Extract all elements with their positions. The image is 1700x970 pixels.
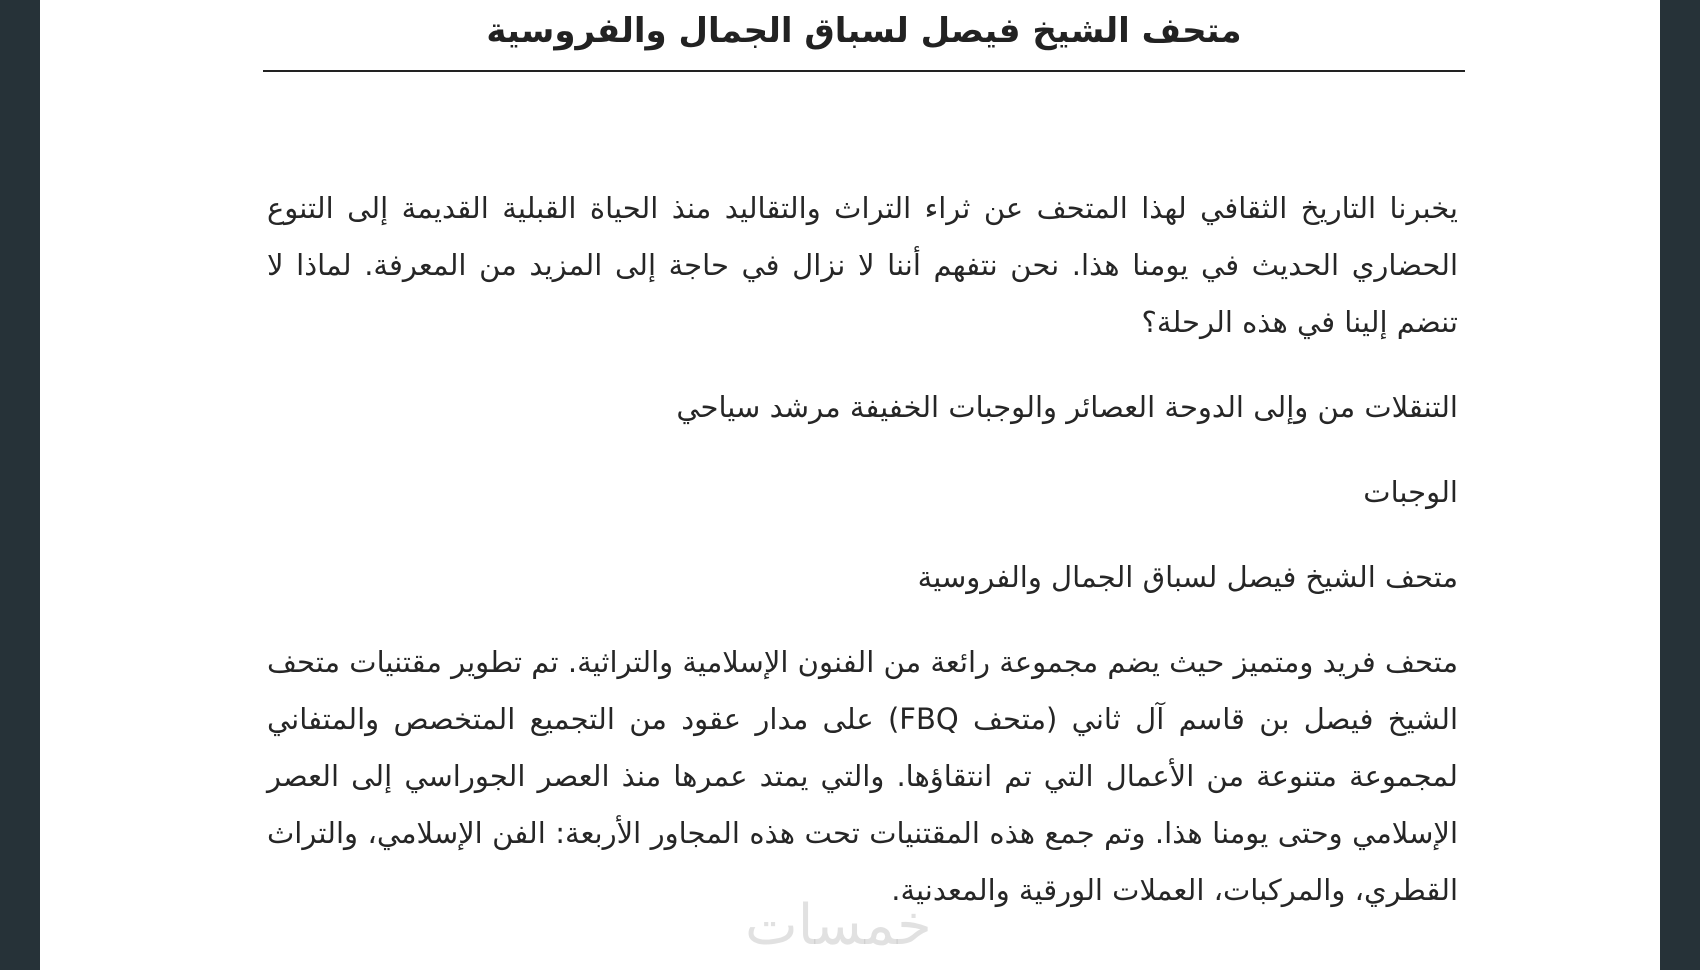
document-title: متحف الشيخ فيصل لسباق الجمال والفروسية <box>486 11 1242 51</box>
services-paragraph: التنقلات من وإلى الدوحة العصائر والوجبات الخفيفة مرشد سياحي <box>676 390 1458 424</box>
meals-paragraph: الوجبات <box>1363 475 1458 509</box>
title-divider <box>263 70 1465 72</box>
document-page <box>40 0 1660 970</box>
museum-heading-paragraph: متحف الشيخ فيصل لسباق الجمال والفروسية <box>917 560 1458 594</box>
intro-paragraph: يخبرنا التاريخ الثقافي لهذا المتحف عن ثراء التراث والتقاليد منذ الحياة القبلية القديمة إلى التنوع الحضاري الحديث في يومنا هذا. نحن نتفهم أننا لا نزال في حاجة إلى المزيد من المعرفة. لماذا لا تنضم إلينا في هذه الرحلة؟ <box>267 191 1458 339</box>
document-body <box>263 180 1465 919</box>
museum-description-paragraph: متحف فريد ومتميز حيث يضم مجموعة رائعة من الفنون الإسلامية والتراثية. تم تطوير مقتنيات متحف الشيخ فيصل بن قاسم آل ثاني (متحف FBQ) على مدار عقود من التجميع المتخصص والمتفاني لمجموعة متنوعة من الأعمال التي تم انتقاؤها. والتي يمتد عمرها منذ العصر الجوراسي إلى العصر الإسلامي وحتى يومنا هذا. وتم جمع هذه المقتنيات تحت هذه المجاور الأربعة: الفن الإسلامي، والتراث القطري، والمركبات، العملات الورقية والمعدنية. <box>267 645 1459 907</box>
document-content <box>263 0 1465 947</box>
site-watermark: خمسات <box>745 893 932 958</box>
